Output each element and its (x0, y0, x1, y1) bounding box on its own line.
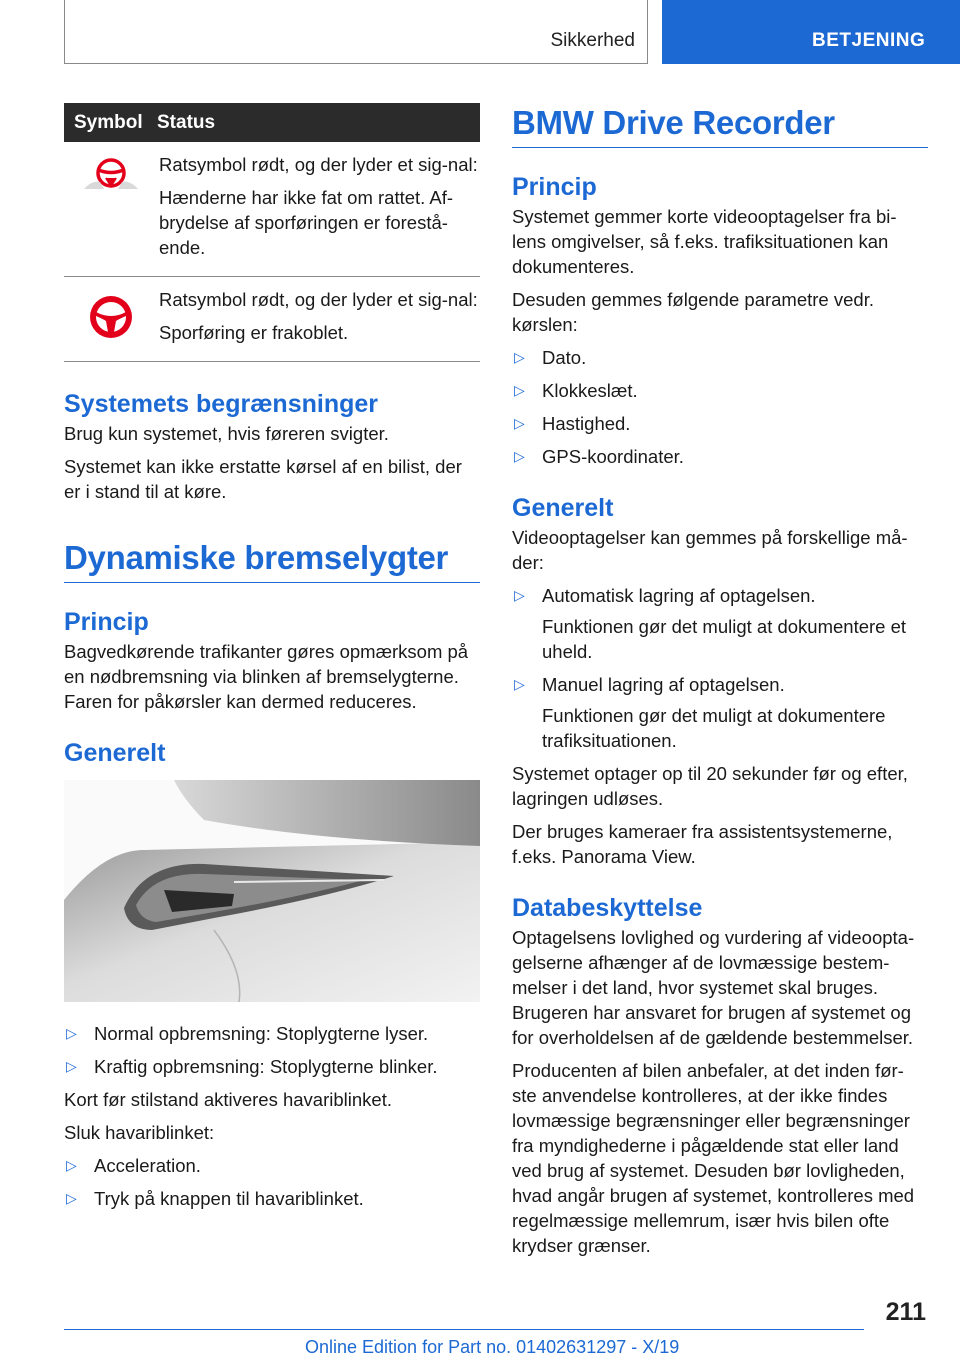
status-text: Sporføring er frakoblet. (159, 322, 349, 343)
triangle-bullet-icon: ▷ (514, 448, 525, 464)
limits-paragraph: Brug kun systemet, hvis føreren svigter. (64, 423, 389, 444)
page-number: 211 (885, 1298, 926, 1326)
triangle-bullet-icon: ▷ (66, 1058, 77, 1074)
triangle-bullet-icon: ▷ (66, 1190, 77, 1206)
list-item-detail: Funktionen gør det muligt at dokumentere et uheld. (542, 616, 907, 662)
triangle-bullet-icon: ▷ (66, 1025, 77, 1041)
generelt-heading: Generelt (512, 494, 614, 522)
header-chapter-label: BETJENING (812, 30, 926, 51)
list-item: ▷ Automatisk lagring af optagelsen. (514, 585, 816, 606)
status-text: Ratsymbol rødt, og der lyder et sig-nal: (159, 289, 478, 310)
princip-paragraph: Bagvedkørende trafikanter gøres opmærksom på en nødbremsning via blinken af bremselygterne. Faren for påkørsler kan dermed reduceres. (64, 641, 469, 712)
paragraph: Systemet optager op til 20 sekunder før og efter, lagringen udløses. (512, 763, 908, 809)
status-text: Hænderne har ikke fat om rattet. Af-brydelse af sporføringen er forestå-ende. (159, 187, 454, 258)
triangle-bullet-icon: ▷ (514, 349, 525, 365)
drive-recorder-title: BMW Drive Recorder (512, 103, 928, 148)
right-column (512, 103, 928, 1258)
dynamic-brake-lights-title: Dynamiske bremselygter (64, 538, 480, 583)
table-row (64, 277, 480, 362)
triangle-bullet-icon: ▷ (514, 587, 525, 603)
list-item: ▷ Dato. (514, 347, 587, 368)
status-table (64, 103, 480, 362)
header-chapter-tab[interactable] (662, 0, 960, 64)
list-item: ▷ Manuel lagring af optagelsen. (514, 674, 785, 695)
params-paragraph: Desuden gemmes følgende parametre vedr. kørslen: (512, 289, 874, 335)
paragraph: Kort før stilstand aktiveres havariblinket. (64, 1089, 392, 1110)
princip-heading: Princip (64, 608, 149, 636)
generelt-paragraph: Videooptagelser kan gemmes på forskellige må-der: (512, 527, 908, 573)
table-row (64, 142, 480, 277)
header-section-label: Sikkerhed (550, 30, 635, 51)
list-item: ▷ Tryk på knappen til havariblinket. (66, 1188, 364, 1209)
steering-wheel-red-icon (64, 277, 157, 362)
triangle-bullet-icon: ▷ (514, 382, 525, 398)
list-item: ▷ GPS-koordinater. (514, 446, 684, 467)
triangle-bullet-icon: ▷ (514, 676, 525, 692)
list-item: ▷ Kraftig opbremsning: Stoplygterne blinker. (66, 1056, 438, 1077)
col-symbol-header: Symbol (64, 103, 157, 142)
list-item: ▷ Normal opbremsning: Stoplygterne lyser. (66, 1023, 429, 1044)
princip-paragraph: Systemet gemmer korte videooptagelser fra bi-lens omgivelser, så f.eks. trafiksituationen kan dokumenteres. (512, 206, 897, 277)
paragraph: Der bruges kameraer fra assistentsystemerne, f.eks. Panorama View. (512, 821, 893, 867)
status-table-header (64, 103, 480, 142)
paragraph: Sluk havariblinket: (64, 1122, 215, 1143)
generelt-heading: Generelt (64, 739, 166, 767)
header-section-box (64, 0, 648, 64)
data-protection-paragraph: Optagelsens lovlighed og vurdering af videoopta-gelserne afhænger af de lovmæssige bestem-melser i det land, hvor systemet skal bruges. Brugeren har ansvaret for brugen af systemet og for overholdelsen af de gældende bestemmelser. (512, 927, 915, 1048)
edition-link[interactable]: Online Edition for Part no. 01402631297 - X/19 (305, 1337, 680, 1357)
status-text: Ratsymbol rødt, og der lyder et sig-nal: (159, 154, 478, 175)
limits-paragraph: Systemet kan ikke erstatte kørsel af en bilist, der er i stand til at køre. (64, 456, 462, 502)
list-item-detail: Funktionen gør det muligt at dokumentere trafiksituationen. (542, 705, 886, 751)
list-item: ▷ Klokkeslæt. (514, 380, 638, 401)
princip-heading: Princip (512, 173, 597, 201)
col-status-header: Status (157, 103, 480, 142)
triangle-bullet-icon: ▷ (514, 415, 525, 431)
limits-heading: Systemets begrænsninger (64, 390, 378, 418)
list-item: ▷ Hastighed. (514, 413, 631, 434)
list-item: ▷ Acceleration. (66, 1155, 201, 1176)
data-protection-paragraph: Producenten af bilen anbefaler, at det inden før-ste anvendelse kontrolleres, at der ikke findes lovmæssige begrænsninger eller begrænsninger fra myndighederne i pågældende stat eller land ved brug af systemet. Desuden bør lovligheden, hvad angår brugen af systemet, kontrolleres med regelmæssige mellemrum, især hvis bilen ofte krydser grænser. (512, 1060, 915, 1256)
steering-wheel-hands-off-icon (64, 142, 157, 277)
left-column (64, 103, 480, 1211)
footer-rule (64, 1329, 864, 1330)
tail-light-photo (64, 780, 480, 1002)
triangle-bullet-icon: ▷ (66, 1157, 77, 1173)
data-protection-heading: Databeskyttelse (512, 894, 703, 922)
